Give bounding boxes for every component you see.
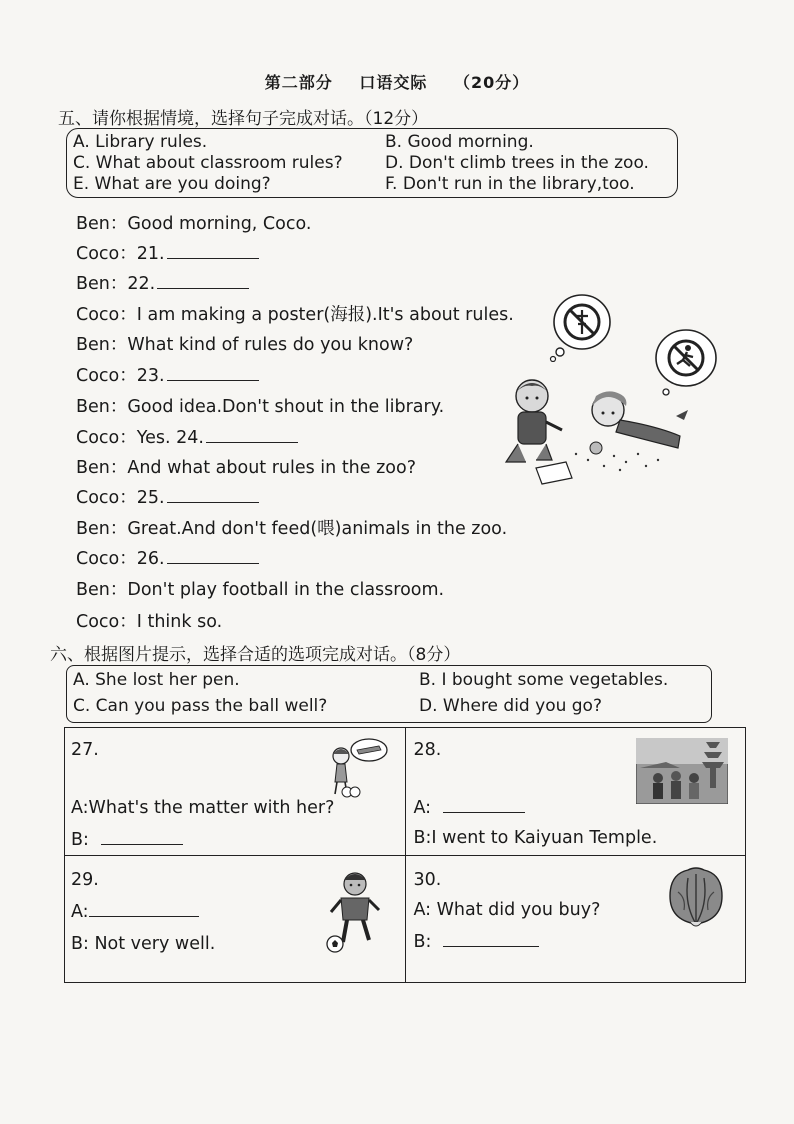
section5-options-box bbox=[66, 128, 678, 198]
no-climbing-tree-sign-icon bbox=[548, 292, 612, 362]
option6-a: A. She lost her pen. bbox=[73, 670, 240, 690]
cabbage-illustration bbox=[664, 864, 728, 930]
line-a: A:What's the matter with her? bbox=[71, 798, 335, 818]
option-b: B. Good morning. bbox=[385, 132, 534, 152]
question-number: 28. bbox=[413, 740, 442, 760]
option6-b: B. I bought some vegetables. bbox=[419, 670, 669, 690]
answer-blank-29[interactable] bbox=[89, 902, 199, 917]
option-c: C. What about classroom rules? bbox=[73, 153, 343, 173]
answer-blank-30[interactable] bbox=[443, 932, 539, 947]
part-title bbox=[0, 70, 794, 93]
children-drawing-illustration bbox=[496, 370, 696, 486]
dialogue-line: Coco：21. bbox=[76, 240, 259, 265]
answer-blank-22[interactable] bbox=[157, 274, 249, 289]
question-cell-27 bbox=[65, 728, 406, 856]
dialogue-line: Ben：Don't play football in the classroom. bbox=[76, 580, 445, 600]
line-b: B: bbox=[71, 830, 183, 850]
dialogue-line: Coco：23. bbox=[76, 362, 259, 387]
question-number: 30. bbox=[413, 869, 442, 890]
line-a: A: What did you buy? bbox=[413, 899, 601, 920]
answer-blank-27[interactable] bbox=[101, 830, 183, 845]
section6-options-box bbox=[66, 665, 712, 723]
dialogue-line: Ben：What kind of rules do you know? bbox=[76, 335, 414, 355]
part-score: （20分） bbox=[453, 73, 530, 92]
dialogue-line: Ben：22. bbox=[76, 270, 249, 295]
option-f: F. Don't run in the library,too. bbox=[385, 174, 635, 194]
dialogue-line: Coco：I am making a poster(海报).It's about rules. bbox=[76, 305, 514, 325]
answer-blank-25[interactable] bbox=[167, 488, 259, 503]
answer-blank-26[interactable] bbox=[167, 549, 259, 564]
dialogue-line: Ben：And what about rules in the zoo? bbox=[76, 458, 416, 478]
question-number: 27. bbox=[71, 740, 99, 760]
dialogue-line: Coco：25. bbox=[76, 484, 259, 509]
line-a: A: bbox=[414, 798, 526, 818]
question-cell-30 bbox=[405, 855, 746, 983]
line-a: A: bbox=[71, 902, 199, 922]
line-b: B: Not very well. bbox=[71, 933, 216, 954]
option-d: D. Don't climb trees in the zoo. bbox=[385, 153, 649, 173]
boy-football-illustration bbox=[325, 870, 387, 954]
answer-blank-21[interactable] bbox=[167, 244, 259, 259]
dialogue-line: Ben：Good idea.Don't shout in the library. bbox=[76, 397, 445, 417]
option-e: E. What are you doing? bbox=[73, 174, 271, 194]
dialogue-line: Ben：Good morning, Coco. bbox=[76, 214, 312, 234]
line-b: B: bbox=[414, 932, 540, 952]
option6-c: C. Can you pass the ball well? bbox=[73, 696, 328, 716]
girl-lost-pen-illustration bbox=[327, 736, 389, 800]
part-name: 口语交际 bbox=[359, 73, 428, 92]
dialogue-line: Ben：Great.And don't feed(喂)animals in the zoo. bbox=[76, 519, 508, 539]
temple-photo bbox=[636, 738, 728, 804]
answer-blank-28[interactable] bbox=[443, 798, 525, 813]
line-b: B:I went to Kaiyuan Temple. bbox=[413, 828, 658, 848]
dialogue-line: Coco：26. bbox=[76, 545, 259, 570]
dialogue-line: Coco：Yes. 24. bbox=[76, 424, 298, 449]
question-number: 29. bbox=[71, 869, 99, 890]
option6-d: D. Where did you go? bbox=[419, 696, 602, 716]
section5-heading: 五、请你根据情境，选择句子完成对话。（12分） bbox=[58, 109, 429, 129]
dialogue-line: Coco：I think so. bbox=[76, 612, 223, 632]
question-cell-28 bbox=[405, 728, 746, 856]
picture-dialogue-grid bbox=[64, 727, 746, 983]
answer-blank-23[interactable] bbox=[167, 366, 259, 381]
answer-blank-24[interactable] bbox=[206, 428, 298, 443]
option-a: A. Library rules. bbox=[73, 132, 208, 152]
section6-heading: 六、根据图片提示，选择合适的选项完成对话。（8分） bbox=[50, 645, 461, 665]
part-label: 第二部分 bbox=[264, 73, 333, 92]
question-cell-29 bbox=[65, 855, 406, 983]
